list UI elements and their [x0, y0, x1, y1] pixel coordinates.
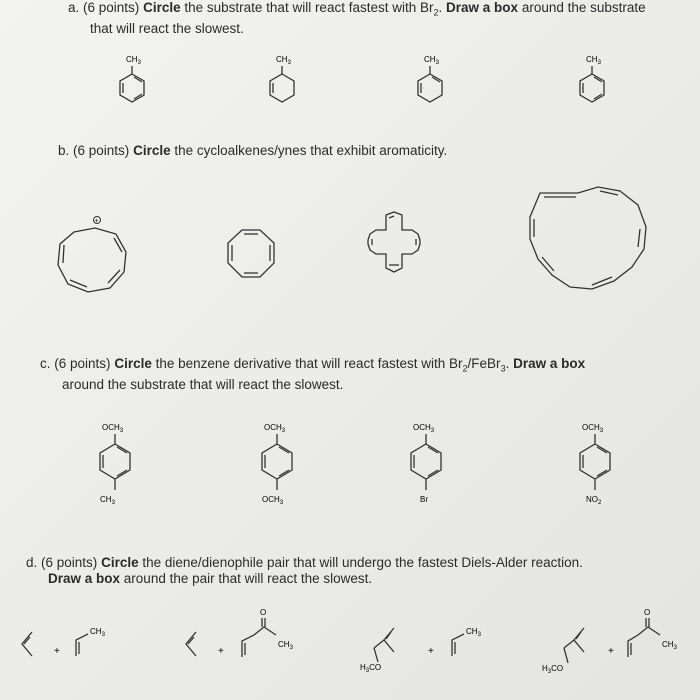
molecule-b4-annulene[interactable]: [520, 183, 660, 303]
pair-2-oxygen-label: O: [260, 608, 267, 617]
plus-sign: +: [608, 646, 614, 657]
question-d: [26, 555, 696, 587]
molecule-a3[interactable]: [410, 52, 450, 112]
molecule-c1[interactable]: [92, 420, 142, 515]
question-c-text1b: /FeBr: [467, 356, 501, 371]
molecule-b3-cross-ring[interactable]: [352, 210, 442, 280]
molecule-a4[interactable]: [572, 52, 612, 112]
question-a-verb: Circle: [143, 0, 181, 15]
question-c-verb: Circle: [114, 356, 152, 371]
question-b-verb: Circle: [133, 143, 171, 158]
question-d-text1: the diene/dienophile pair that will undergo the fastest Diels-Alder reaction.: [142, 555, 583, 570]
pair-3-h3co-label: $H_3CO$: [360, 663, 382, 674]
question-a-text3: around the substrate: [521, 0, 646, 15]
question-c-line2: around the substrate that will react the slowest.: [62, 376, 344, 392]
question-a-box-phrase: Draw a box: [446, 0, 519, 15]
question-c-points: (6 points): [54, 356, 111, 371]
question-c-sub1: 2: [462, 363, 468, 374]
pair-4-h3co-label: $H_3CO$: [542, 664, 564, 675]
question-a-points: (6 points): [83, 0, 140, 15]
question-b-text: the cycloalkenes/ynes that exhibit aromaticity.: [174, 143, 448, 158]
question-b-points: (6 points): [73, 143, 130, 158]
molecule-c2-bottom-label: $OCH_3$: [262, 495, 284, 506]
molecule-c3[interactable]: [403, 420, 453, 515]
diels-alder-pair-2[interactable]: [180, 607, 310, 677]
molecule-c4-top-label: $OCH_3$: [582, 423, 604, 434]
diels-alder-pair-1[interactable]: [18, 620, 138, 680]
diels-alder-pair-4[interactable]: [536, 607, 696, 687]
molecule-a2[interactable]: [262, 52, 302, 112]
question-c-sub2: 3: [500, 363, 506, 374]
question-c-text1: the benzene derivative that will react fastest with Br: [155, 356, 463, 371]
question-b: [58, 143, 658, 159]
plus-sign: +: [428, 646, 434, 657]
question-d-verb: Circle: [101, 555, 139, 570]
molecule-c2-top-label: $OCH_3$: [264, 423, 286, 434]
molecule-a2-label: $CH_3$: [276, 55, 291, 66]
question-a-text1: the substrate that will react fastest with Br: [184, 0, 434, 15]
molecule-b2-octagon[interactable]: [222, 227, 282, 287]
molecule-a3-label: $CH_3$: [424, 55, 439, 66]
pair-4-oxygen-label: O: [644, 608, 651, 617]
diels-alder-pair-3[interactable]: [356, 620, 496, 690]
question-c-text1c: .: [505, 356, 514, 371]
question-a-line2: that will react the slowest.: [90, 20, 244, 36]
pair-2-ch3-label: $CH_3$: [278, 640, 293, 651]
plus-sign: +: [218, 646, 224, 657]
molecule-c4-bottom-label: $NO_2$: [586, 495, 602, 506]
question-c-box-phrase: Draw a box: [513, 356, 586, 371]
molecule-a1[interactable]: [112, 52, 152, 112]
question-c-label: c.: [40, 356, 51, 371]
pair-4-ch3-label: $CH_3$: [662, 640, 677, 651]
question-d-line2: around the pair that will react the slowest.: [123, 571, 373, 586]
question-d-box-phrase: Draw a box: [48, 571, 121, 586]
question-d-points: (6 points): [41, 555, 98, 570]
pair-1-ch3-label: $CH_3$: [90, 627, 105, 638]
question-a-text2: .: [438, 0, 447, 15]
molecule-c3-bottom-label: Br: [420, 495, 428, 504]
question-a: [68, 0, 668, 37]
pair-3-ch3-label: $CH_3$: [466, 627, 481, 638]
question-c: [40, 356, 680, 393]
molecule-a1-label: $CH_3$: [126, 55, 141, 66]
molecule-c2[interactable]: [254, 420, 304, 515]
molecule-b1-cation-ring[interactable]: [50, 210, 140, 300]
question-d-label: d.: [26, 555, 38, 570]
question-b-label: b.: [58, 143, 70, 158]
molecule-c1-top-label: $OCH_3$: [102, 423, 124, 434]
question-a-sub: 2: [433, 7, 439, 18]
molecule-c3-top-label: $OCH_3$: [413, 423, 435, 434]
molecule-a4-label: $CH_3$: [586, 55, 601, 66]
plus-sign: +: [54, 646, 60, 657]
molecule-c1-bottom-label: $CH_3$: [100, 495, 115, 506]
question-a-label: a.: [68, 0, 80, 15]
molecule-c4[interactable]: [572, 420, 622, 515]
positive-charge-icon: +: [94, 218, 99, 225]
